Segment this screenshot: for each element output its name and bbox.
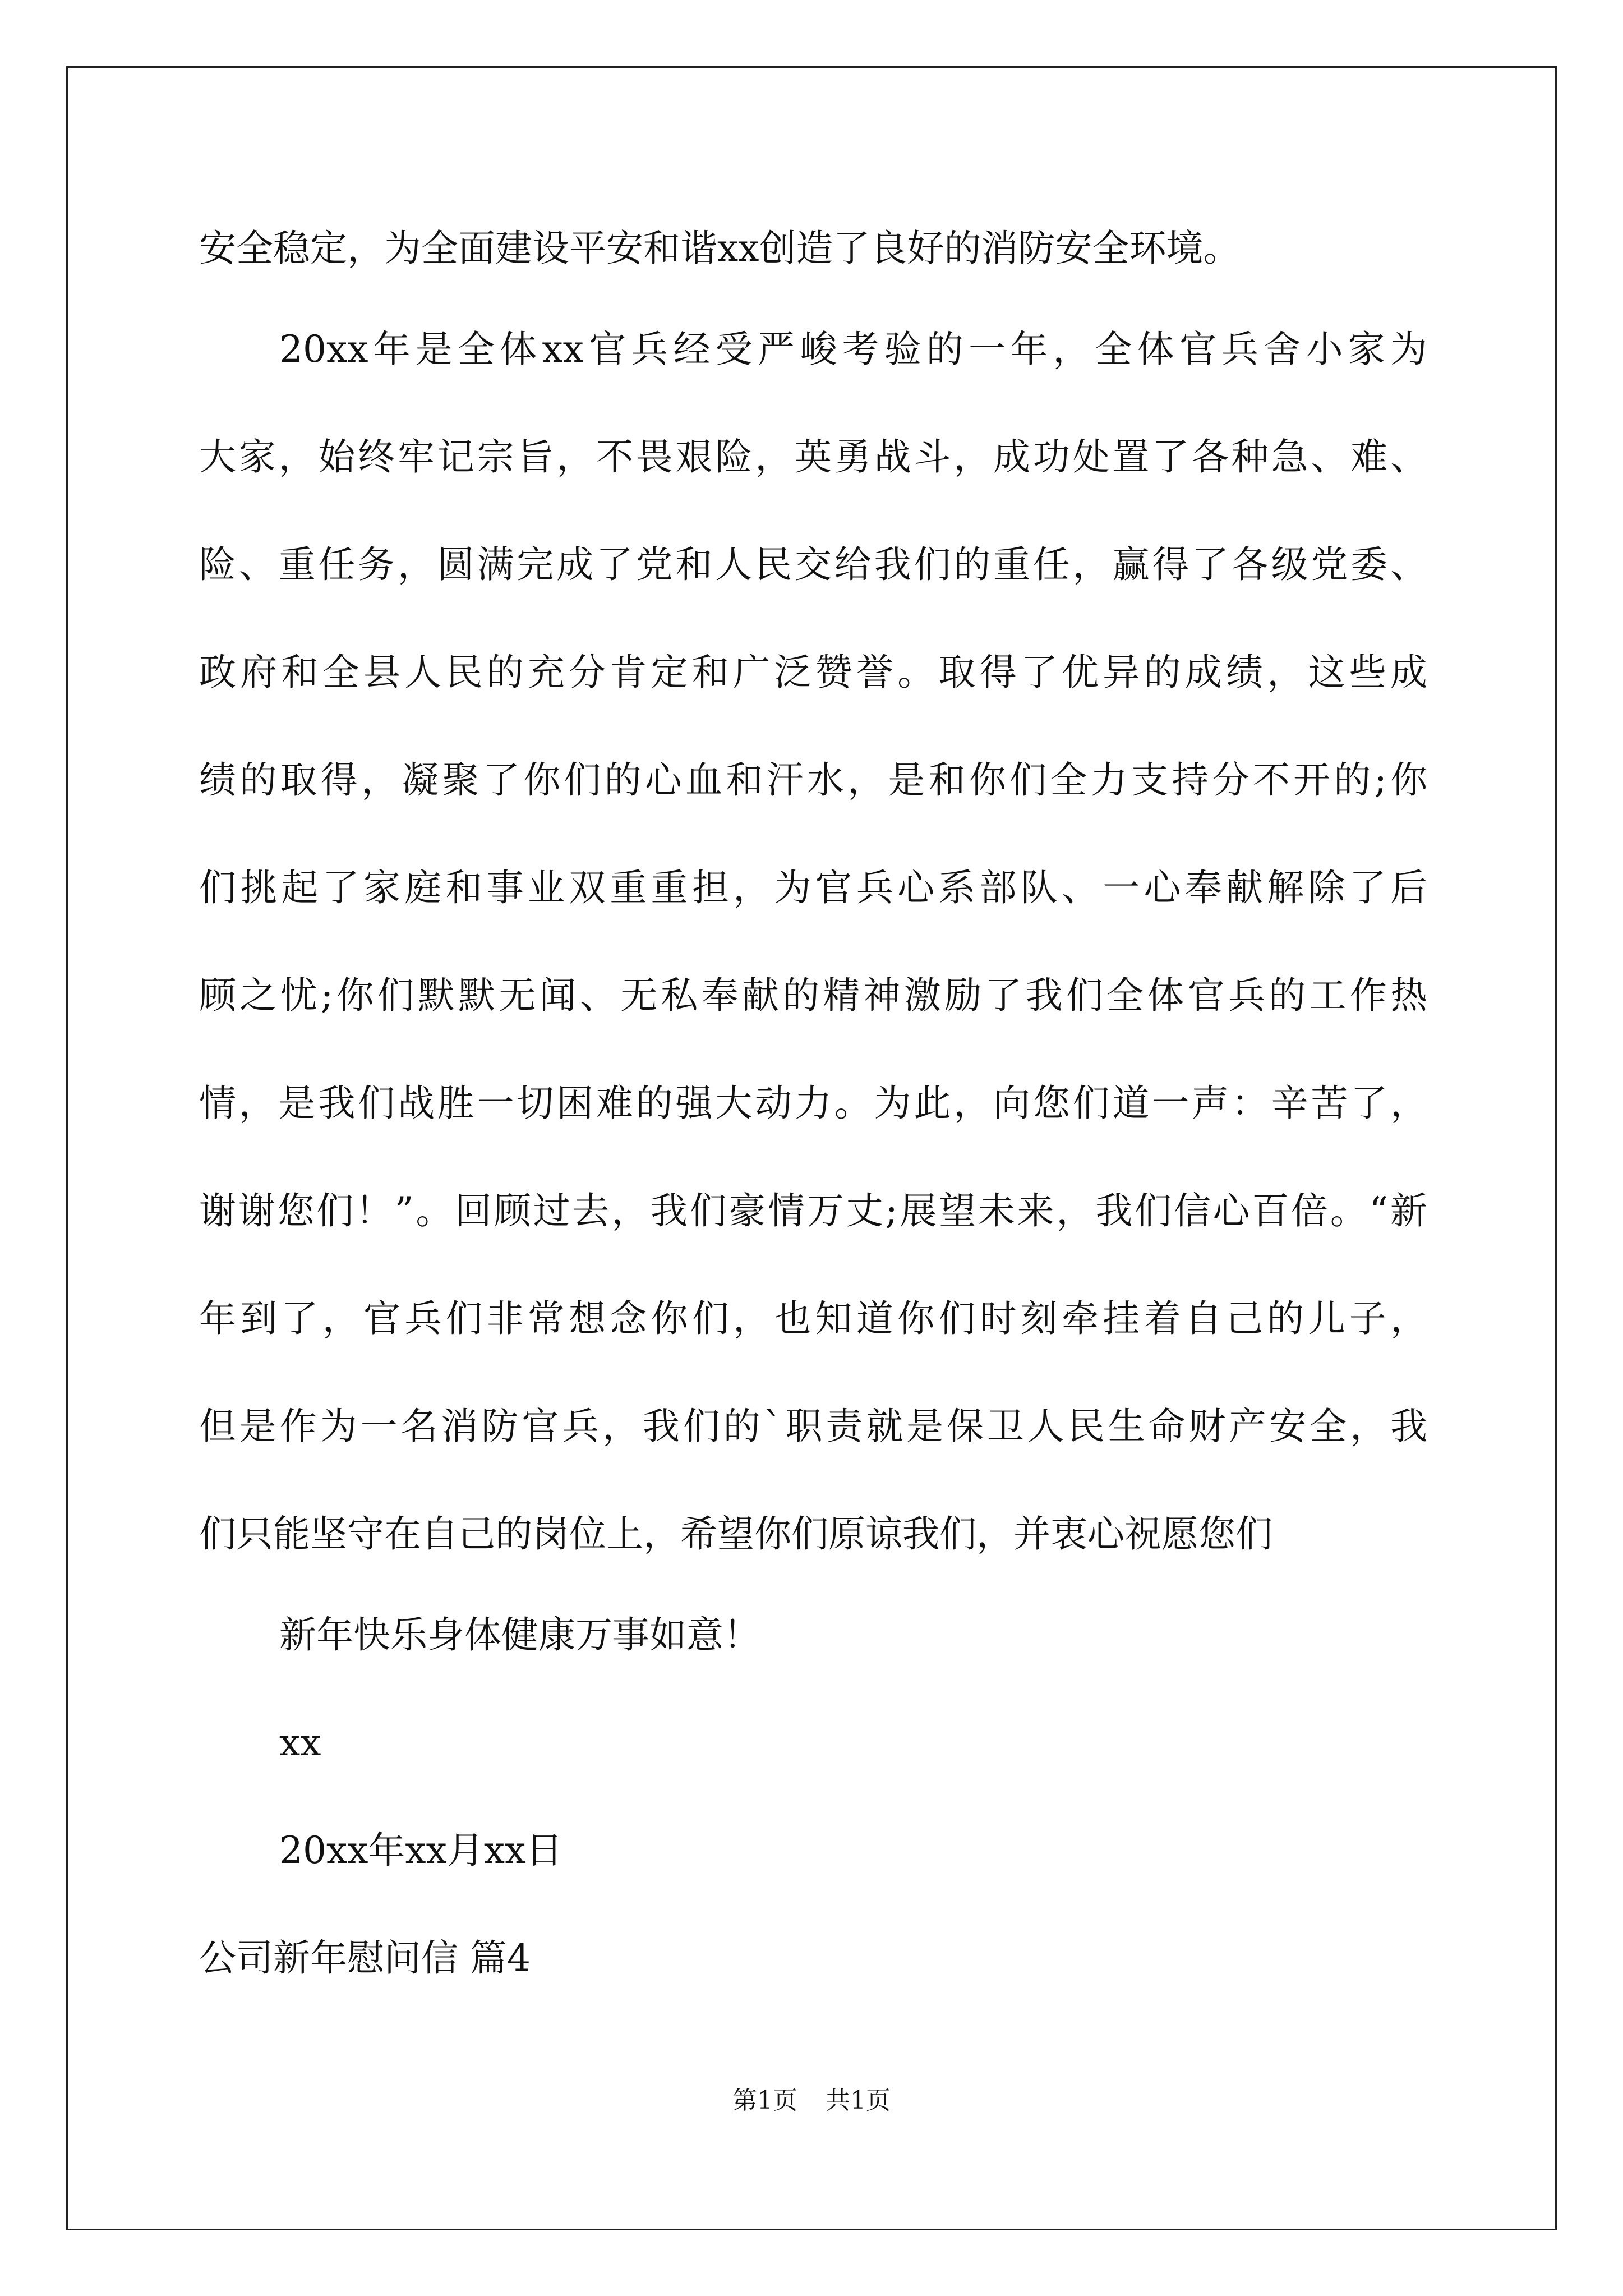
body-line-3: 大家，始终牢记宗旨，不畏艰险，英勇战斗，成功处置了各种急、难、 — [199, 435, 1427, 478]
date-line: 20xx年xx月xx日 — [279, 1829, 563, 1872]
body-line-8: 顾之忧;你们默默无闻、无私奉献的精神激励了我们全体官兵的工作热 — [199, 974, 1427, 1017]
page-number: 第1页 — [732, 2086, 797, 2115]
body-line-12: 但是作为一名消防官兵，我们的`职责就是保卫人民生命财产安全，我 — [199, 1405, 1427, 1448]
body-line-11: 年到了，官兵们非常想念你们，也知道你们时刻牵挂着自己的儿子， — [199, 1297, 1427, 1340]
page-total: 共1页 — [826, 2086, 891, 2115]
body-line-1: 安全稳定，为全面建设平安和谐xx创造了良好的消防安全环境。 — [199, 227, 1241, 270]
body-line-4: 险、重任务，圆满完成了党和人民交给我们的重任，赢得了各级党委、 — [199, 543, 1427, 586]
signature: xx — [279, 1721, 321, 1764]
body-line-13: 们只能坚守在自己的岗位上，希望你们原谅我们，并衷心祝愿您们 — [199, 1512, 1272, 1556]
section-heading: 公司新年慰问信 篇4 — [199, 1936, 531, 1980]
body-line-2: 20xx年是全体xx官兵经受严峻考验的一年，全体官兵舍小家为 — [279, 328, 1427, 371]
body-line-10: 谢谢您们！”。回顾过去，我们豪情万丈;展望未来，我们信心百倍。“新 — [199, 1189, 1427, 1232]
page-footer — [0, 2084, 1623, 2118]
page-border — [66, 66, 1557, 2230]
body-line-6: 绩的取得，凝聚了你们的心血和汗水，是和你们全力支持分不开的;你 — [199, 758, 1427, 802]
body-line-7: 们挑起了家庭和事业双重重担，为官兵心系部队、一心奉献解除了后 — [199, 866, 1427, 909]
body-line-5: 政府和全县人民的充分肯定和广泛赞誉。取得了优异的成绩，这些成 — [199, 651, 1427, 694]
closing-wish: 新年快乐身体健康万事如意！ — [279, 1613, 760, 1657]
body-line-9: 情，是我们战胜一切困难的强大动力。为此，向您们道一声：辛苦了， — [199, 1082, 1427, 1125]
